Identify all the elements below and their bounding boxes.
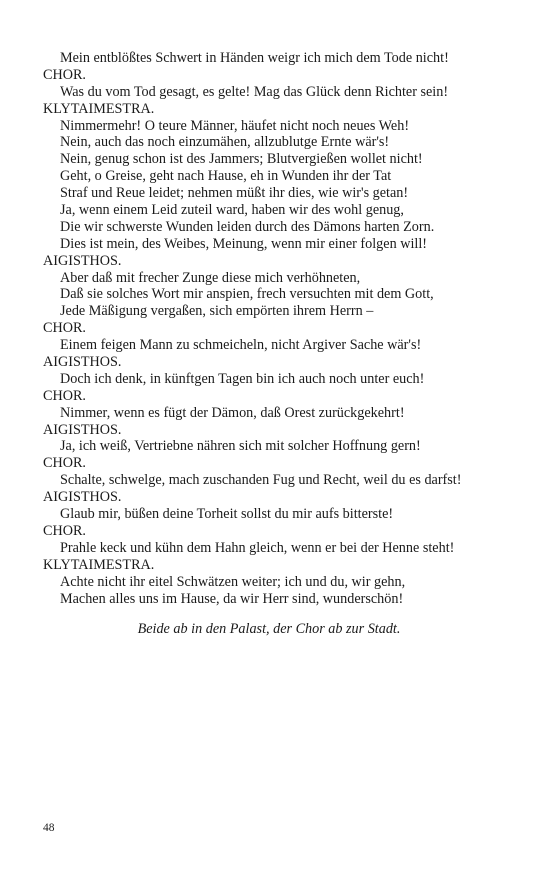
speaker-name: CHOR. bbox=[43, 455, 86, 472]
speaker-name: AIGISTHOS. bbox=[43, 354, 122, 371]
verse-line: Die wir schwerste Wunden leiden durch des Dämons harten Zorn. bbox=[60, 218, 435, 235]
speaker-name: AIGISTHOS. bbox=[43, 252, 122, 269]
verse-line: Nein, genug schon ist des Jammers; Blutvergießen wollet nicht! bbox=[60, 151, 423, 168]
verse-line: Nimmermehr! O teure Männer, häufet nicht noch neues Weh! bbox=[60, 117, 410, 134]
verse-line: Geht, o Greise, geht nach Hause, eh in Wunden ihr der Tat bbox=[60, 168, 392, 185]
verse-line: Nein, auch das noch einzumähen, allzublutge Ernte wär's! bbox=[60, 134, 390, 151]
drama-text bbox=[43, 50, 513, 607]
verse-line: Mein entblößtes Schwert in Händen weigr ich mich dem Tode nicht! bbox=[60, 50, 449, 66]
verse-line: Glaub mir, büßen deine Torheit sollst du mir aufs bitterste! bbox=[60, 506, 394, 523]
speaker-name: CHOR. bbox=[43, 387, 86, 404]
speaker-name: KLYTAIMESTRA. bbox=[43, 556, 155, 573]
verse-line: Straf und Reue leidet; nehmen müßt ihr dies, wie wir's getan! bbox=[60, 185, 409, 202]
speaker-name: CHOR. bbox=[43, 66, 86, 83]
verse-line: Daß sie solches Wort mir anspien, frech versuchten mit dem Gott, bbox=[60, 286, 434, 303]
verse-line: Einem feigen Mann zu schmeicheln, nicht Argiver Sache wär's! bbox=[60, 337, 422, 354]
speaker-name: CHOR. bbox=[43, 320, 86, 337]
speaker-name: AIGISTHOS. bbox=[43, 489, 122, 506]
verse-line: Schalte, schwelge, mach zuschanden Fug und Recht, weil du es darfst! bbox=[60, 472, 462, 489]
speaker-name: CHOR. bbox=[43, 522, 86, 539]
verse-line: Nimmer, wenn es fügt der Dämon, daß Orest zurückgekehrt! bbox=[60, 404, 405, 421]
verse-line: Doch ich denk, in künftgen Tagen bin ich auch noch unter euch! bbox=[60, 370, 425, 387]
verse-line: Achte nicht ihr eitel Schwätzen weiter; ich und du, wir gehn, bbox=[60, 573, 406, 590]
verse-line: Ja, ich weiß, Vertriebne nähren sich mit solcher Hoffnung gern! bbox=[60, 438, 421, 455]
verse-line: Dies ist mein, des Weibes, Meinung, wenn mir einer folgen will! bbox=[60, 235, 428, 252]
verse-line: Machen alles uns im Hause, da wir Herr sind, wunderschön! bbox=[60, 590, 404, 607]
verse-line: Aber daß mit frecher Zunge diese mich verhöhneten, bbox=[60, 269, 361, 286]
verse-line: Prahle keck und kühn dem Hahn gleich, wenn er bei der Henne steht! bbox=[60, 539, 455, 556]
speaker-name: KLYTAIMESTRA. bbox=[43, 100, 155, 117]
verse-line: Ja, wenn einem Leid zuteil ward, haben wir des wohl genug, bbox=[60, 202, 404, 219]
verse-line: Jede Mäßigung vergaßen, sich empörten ihrem Herrn – bbox=[60, 303, 374, 320]
stage-direction: Beide ab in den Palast, der Chor ab zur Stadt. bbox=[137, 621, 401, 637]
speaker-name: AIGISTHOS. bbox=[43, 421, 122, 438]
verse-line: Was du vom Tod gesagt, es gelte! Mag das Glück denn Richter sein! bbox=[60, 83, 449, 100]
page-number: 48 bbox=[43, 822, 55, 834]
